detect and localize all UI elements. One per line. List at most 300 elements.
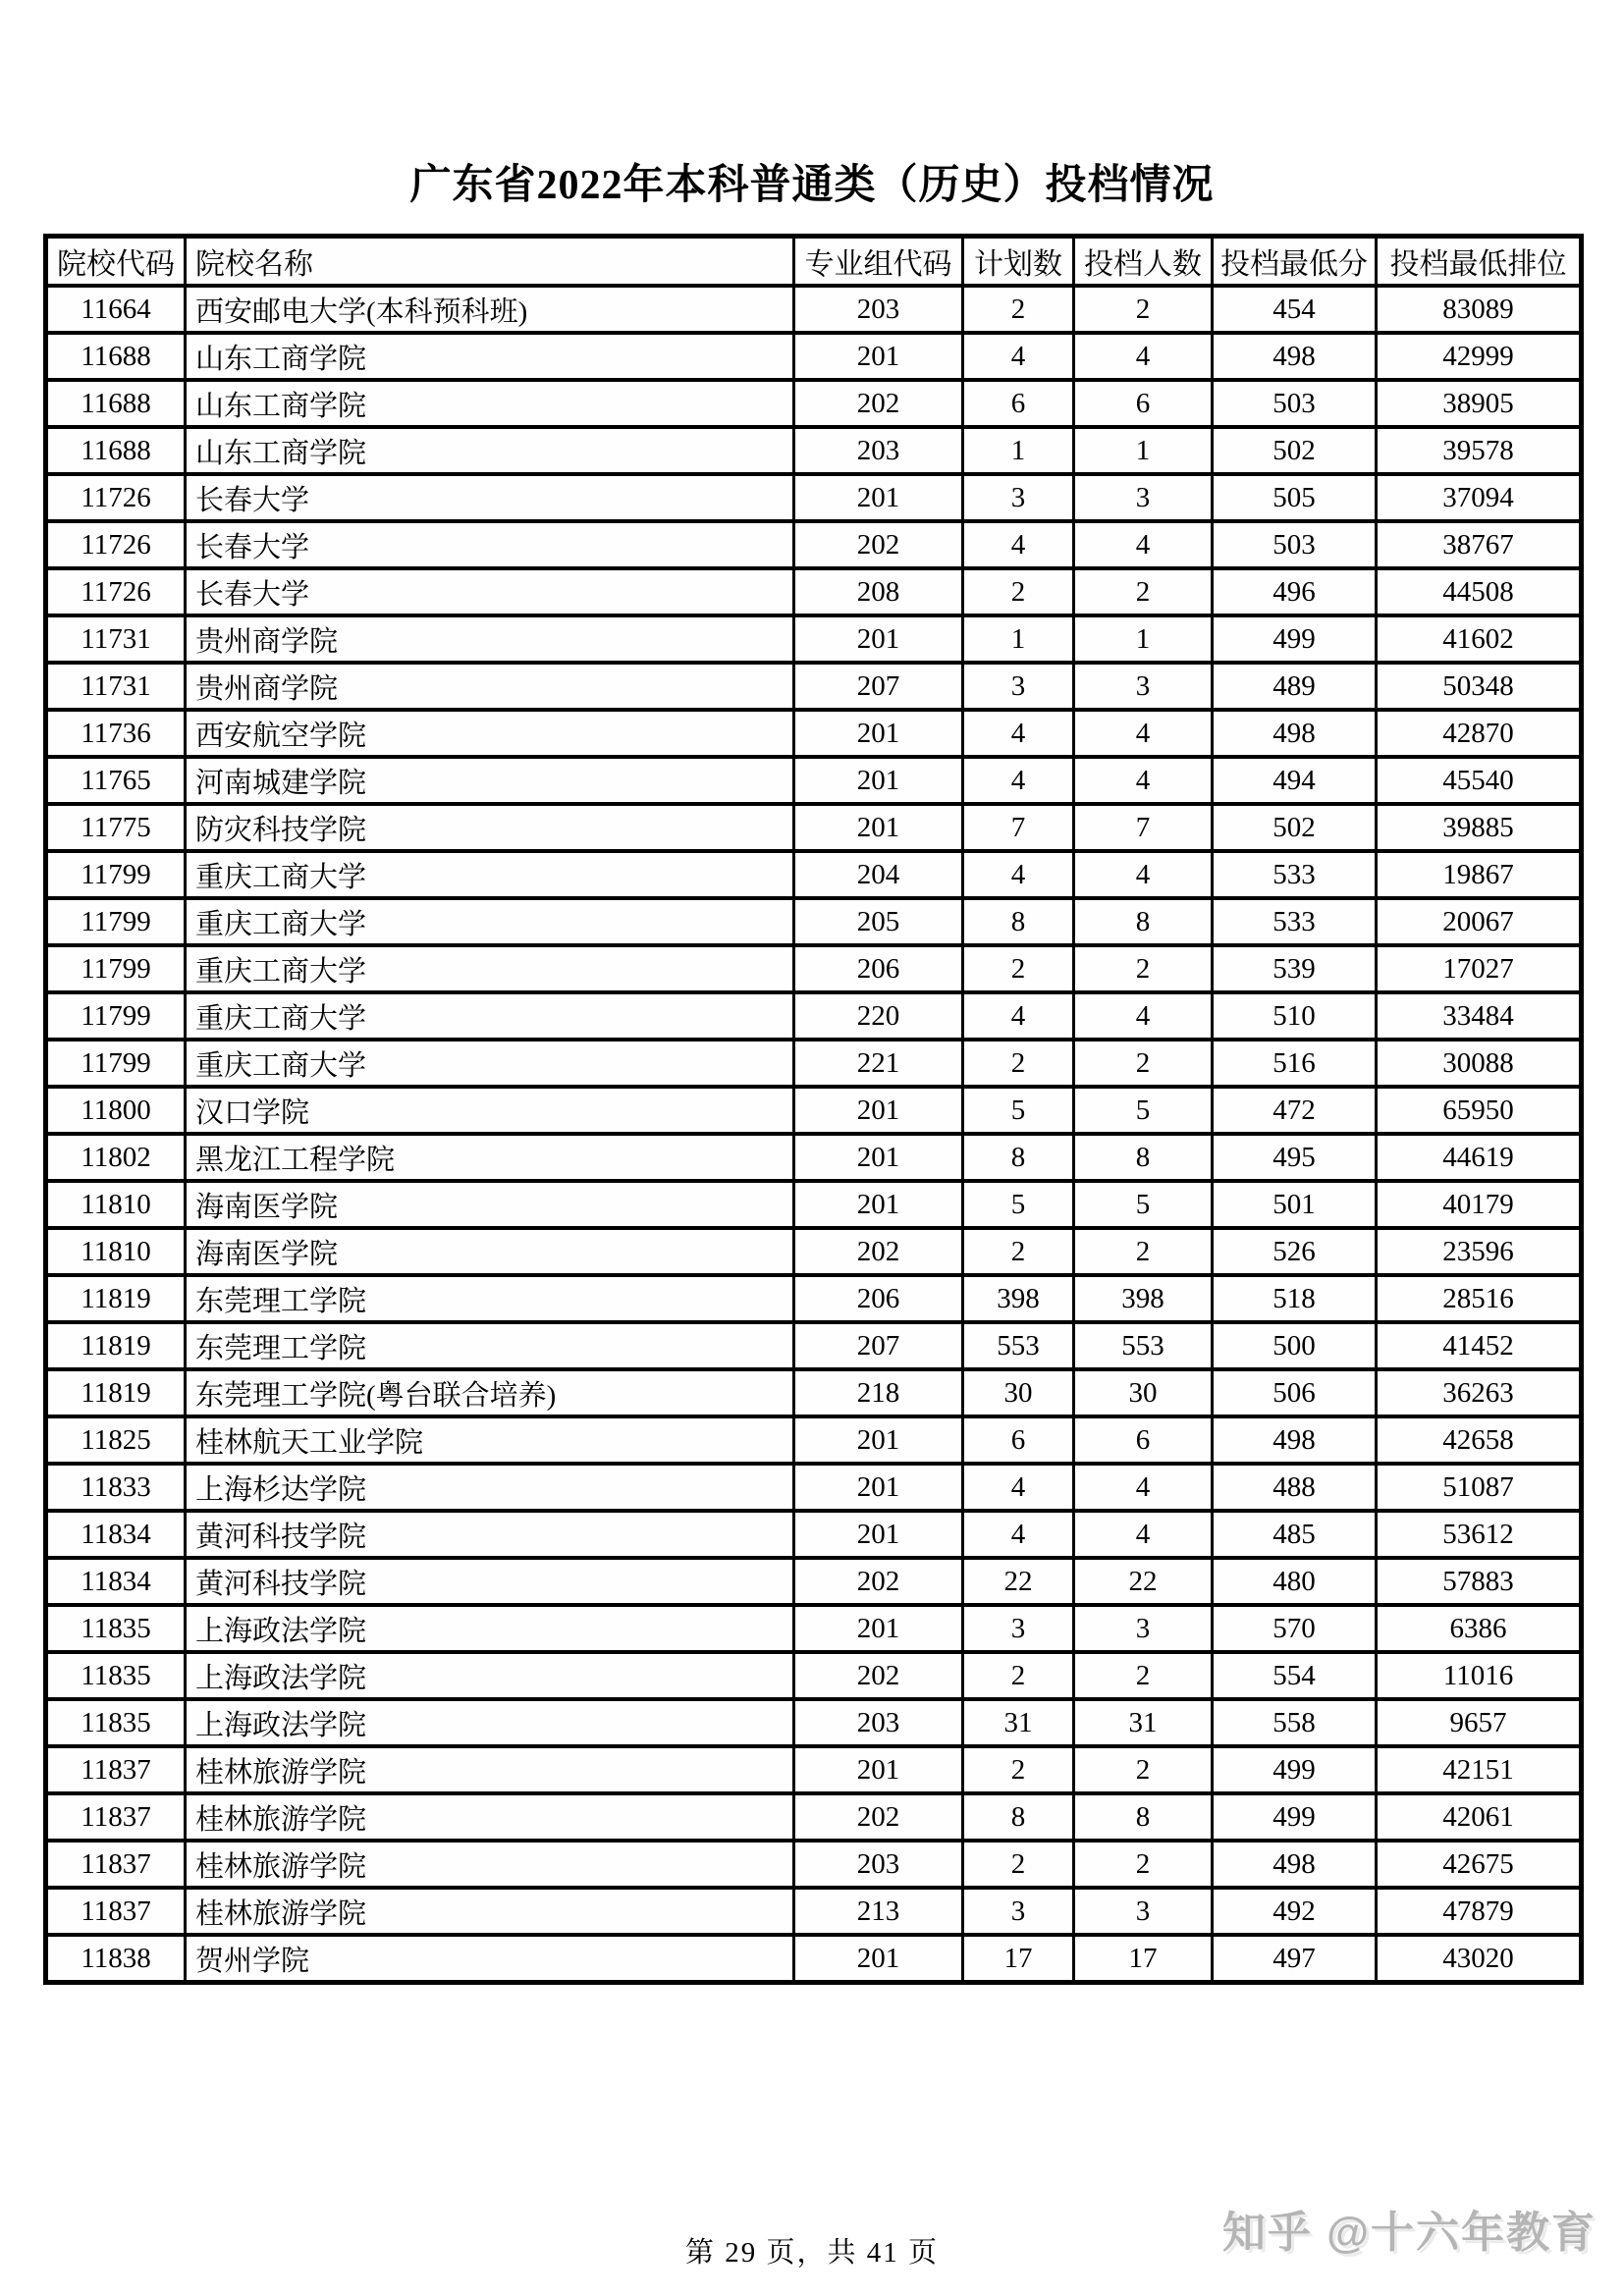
plan-count-cell: 4 [963, 1511, 1074, 1558]
filed-count-cell: 6 [1074, 1416, 1213, 1464]
min-rank-cell: 6386 [1377, 1605, 1582, 1652]
min-rank-cell: 41452 [1377, 1322, 1582, 1369]
major-group-code-cell: 207 [794, 1322, 963, 1369]
college-name-cell: 重庆工商大学 [186, 945, 794, 992]
table-row [46, 1228, 1582, 1275]
min-score-cell: 503 [1213, 521, 1377, 568]
college-name-cell: 桂林旅游学院 [186, 1888, 794, 1935]
major-group-code-cell: 201 [794, 1935, 963, 1983]
filed-count-cell: 4 [1074, 710, 1213, 757]
min-rank-cell: 39885 [1377, 804, 1582, 851]
table-row [46, 992, 1582, 1040]
college-name-cell: 重庆工商大学 [186, 1040, 794, 1087]
major-group-code-cell: 202 [794, 380, 963, 427]
min-rank-cell: 44508 [1377, 568, 1582, 615]
plan-count-cell: 7 [963, 804, 1074, 851]
filed-count-cell: 7 [1074, 804, 1213, 851]
college-name-cell: 西安邮电大学(本科预科班) [186, 286, 794, 333]
major-group-code-cell: 207 [794, 663, 963, 710]
min-rank-cell: 50348 [1377, 663, 1582, 710]
major-group-code-cell: 201 [794, 1511, 963, 1558]
college-code-cell: 11664 [46, 286, 186, 333]
table-row [46, 333, 1582, 380]
min-rank-cell: 42870 [1377, 710, 1582, 757]
major-group-code-cell: 201 [794, 757, 963, 804]
plan-count-cell: 3 [963, 1888, 1074, 1935]
header-row [46, 237, 1582, 287]
min-score-cell: 554 [1213, 1652, 1377, 1699]
major-group-code-cell: 201 [794, 1087, 963, 1134]
college-code-cell: 11799 [46, 992, 186, 1040]
min-rank-cell: 33484 [1377, 992, 1582, 1040]
major-group-code-cell: 202 [794, 1558, 963, 1605]
min-score-cell: 492 [1213, 1888, 1377, 1935]
college-name-cell: 贵州商学院 [186, 615, 794, 663]
major-group-code-cell: 213 [794, 1888, 963, 1935]
plan-count-cell: 2 [963, 1228, 1074, 1275]
major-group-code-cell: 201 [794, 710, 963, 757]
table-row [46, 474, 1582, 521]
college-name-cell: 防灾科技学院 [186, 804, 794, 851]
major-group-code-cell: 208 [794, 568, 963, 615]
header-min-rank: 投档最低排位 [1377, 237, 1582, 287]
filed-count-cell: 6 [1074, 380, 1213, 427]
table-row [46, 663, 1582, 710]
major-group-code-cell: 201 [794, 474, 963, 521]
filed-count-cell: 2 [1074, 1652, 1213, 1699]
college-name-cell: 桂林旅游学院 [186, 1841, 794, 1888]
min-rank-cell: 40179 [1377, 1181, 1582, 1228]
table-row [46, 286, 1582, 333]
min-rank-cell: 42658 [1377, 1416, 1582, 1464]
plan-count-cell: 2 [963, 568, 1074, 615]
header-major-group-code: 专业组代码 [794, 237, 963, 287]
table-row [46, 710, 1582, 757]
min-rank-cell: 20067 [1377, 898, 1582, 945]
filed-count-cell: 4 [1074, 521, 1213, 568]
major-group-code-cell: 201 [794, 1416, 963, 1464]
college-code-cell: 11799 [46, 851, 186, 898]
filed-count-cell: 1 [1074, 427, 1213, 474]
college-name-cell: 上海政法学院 [186, 1652, 794, 1699]
min-score-cell: 498 [1213, 710, 1377, 757]
college-code-cell: 11688 [46, 427, 186, 474]
filed-count-cell: 30 [1074, 1369, 1213, 1416]
major-group-code-cell: 202 [794, 1793, 963, 1841]
college-code-cell: 11833 [46, 1464, 186, 1511]
plan-count-cell: 30 [963, 1369, 1074, 1416]
filed-count-cell: 2 [1074, 1228, 1213, 1275]
min-rank-cell: 42151 [1377, 1746, 1582, 1793]
college-name-cell: 长春大学 [186, 521, 794, 568]
table-row [46, 1134, 1582, 1181]
college-code-cell: 11810 [46, 1228, 186, 1275]
college-code-cell: 11825 [46, 1416, 186, 1464]
college-code-cell: 11810 [46, 1181, 186, 1228]
plan-count-cell: 31 [963, 1699, 1074, 1746]
filed-count-cell: 2 [1074, 1746, 1213, 1793]
table-row [46, 1369, 1582, 1416]
min-score-cell: 489 [1213, 663, 1377, 710]
table-row [46, 1699, 1582, 1746]
min-score-cell: 505 [1213, 474, 1377, 521]
table-row [46, 1746, 1582, 1793]
table-row [46, 521, 1582, 568]
college-code-cell: 11819 [46, 1322, 186, 1369]
min-score-cell: 501 [1213, 1181, 1377, 1228]
college-name-cell: 长春大学 [186, 568, 794, 615]
college-name-cell: 桂林航天工业学院 [186, 1416, 794, 1464]
college-name-cell: 汉口学院 [186, 1087, 794, 1134]
min-rank-cell: 83089 [1377, 286, 1582, 333]
filed-count-cell: 4 [1074, 851, 1213, 898]
filed-count-cell: 5 [1074, 1087, 1213, 1134]
min-score-cell: 503 [1213, 380, 1377, 427]
min-score-cell: 499 [1213, 615, 1377, 663]
plan-count-cell: 3 [963, 663, 1074, 710]
college-code-cell: 11819 [46, 1275, 186, 1322]
min-score-cell: 533 [1213, 851, 1377, 898]
table-row [46, 1275, 1582, 1322]
college-code-cell: 11799 [46, 1040, 186, 1087]
min-score-cell: 494 [1213, 757, 1377, 804]
plan-count-cell: 4 [963, 710, 1074, 757]
college-code-cell: 11837 [46, 1793, 186, 1841]
plan-count-cell: 6 [963, 380, 1074, 427]
major-group-code-cell: 202 [794, 521, 963, 568]
college-name-cell: 黄河科技学院 [186, 1511, 794, 1558]
filed-count-cell: 17 [1074, 1935, 1213, 1983]
college-name-cell: 海南医学院 [186, 1181, 794, 1228]
major-group-code-cell: 201 [794, 333, 963, 380]
filed-count-cell: 2 [1074, 568, 1213, 615]
plan-count-cell: 553 [963, 1322, 1074, 1369]
college-code-cell: 11736 [46, 710, 186, 757]
college-code-cell: 11834 [46, 1558, 186, 1605]
admission-table [43, 234, 1584, 1985]
filed-count-cell: 8 [1074, 898, 1213, 945]
major-group-code-cell: 201 [794, 804, 963, 851]
min-score-cell: 539 [1213, 945, 1377, 992]
min-score-cell: 502 [1213, 804, 1377, 851]
min-rank-cell: 42999 [1377, 333, 1582, 380]
college-name-cell: 重庆工商大学 [186, 851, 794, 898]
filed-count-cell: 5 [1074, 1181, 1213, 1228]
table-row [46, 1888, 1582, 1935]
min-rank-cell: 53612 [1377, 1511, 1582, 1558]
major-group-code-cell: 205 [794, 898, 963, 945]
min-rank-cell: 37094 [1377, 474, 1582, 521]
table-row [46, 1040, 1582, 1087]
college-code-cell: 11799 [46, 898, 186, 945]
major-group-code-cell: 202 [794, 1228, 963, 1275]
college-name-cell: 东莞理工学院 [186, 1322, 794, 1369]
college-code-cell: 11688 [46, 333, 186, 380]
college-name-cell: 长春大学 [186, 474, 794, 521]
min-score-cell: 558 [1213, 1699, 1377, 1746]
min-rank-cell: 47879 [1377, 1888, 1582, 1935]
major-group-code-cell: 201 [794, 1464, 963, 1511]
college-code-cell: 11835 [46, 1652, 186, 1699]
college-code-cell: 11837 [46, 1888, 186, 1935]
min-rank-cell: 9657 [1377, 1699, 1582, 1746]
filed-count-cell: 2 [1074, 1841, 1213, 1888]
header-college-code: 院校代码 [46, 237, 186, 287]
min-rank-cell: 28516 [1377, 1275, 1582, 1322]
table-row [46, 1558, 1582, 1605]
plan-count-cell: 17 [963, 1935, 1074, 1983]
college-code-cell: 11835 [46, 1699, 186, 1746]
min-rank-cell: 39578 [1377, 427, 1582, 474]
filed-count-cell: 8 [1074, 1134, 1213, 1181]
min-score-cell: 472 [1213, 1087, 1377, 1134]
major-group-code-cell: 206 [794, 945, 963, 992]
min-score-cell: 485 [1213, 1511, 1377, 1558]
filed-count-cell: 553 [1074, 1322, 1213, 1369]
filed-count-cell: 3 [1074, 474, 1213, 521]
min-score-cell: 533 [1213, 898, 1377, 945]
min-rank-cell: 11016 [1377, 1652, 1582, 1699]
college-code-cell: 11731 [46, 663, 186, 710]
plan-count-cell: 8 [963, 1793, 1074, 1841]
min-score-cell: 497 [1213, 1935, 1377, 1983]
major-group-code-cell: 203 [794, 1841, 963, 1888]
table-row [46, 380, 1582, 427]
table-row [46, 1464, 1582, 1511]
table-row [46, 1793, 1582, 1841]
major-group-code-cell: 201 [794, 1181, 963, 1228]
header-plan-count: 计划数 [963, 237, 1074, 287]
min-rank-cell: 65950 [1377, 1087, 1582, 1134]
college-name-cell: 黑龙江工程学院 [186, 1134, 794, 1181]
college-code-cell: 11838 [46, 1935, 186, 1983]
plan-count-cell: 1 [963, 427, 1074, 474]
table-row [46, 1322, 1582, 1369]
table-row [46, 851, 1582, 898]
min-score-cell: 498 [1213, 1416, 1377, 1464]
min-rank-cell: 51087 [1377, 1464, 1582, 1511]
major-group-code-cell: 201 [794, 615, 963, 663]
table-row [46, 615, 1582, 663]
plan-count-cell: 2 [963, 945, 1074, 992]
college-name-cell: 贺州学院 [186, 1935, 794, 1983]
college-name-cell: 重庆工商大学 [186, 898, 794, 945]
table-row [46, 1181, 1582, 1228]
major-group-code-cell: 203 [794, 427, 963, 474]
filed-count-cell: 31 [1074, 1699, 1213, 1746]
min-rank-cell: 30088 [1377, 1040, 1582, 1087]
filed-count-cell: 2 [1074, 1040, 1213, 1087]
major-group-code-cell: 220 [794, 992, 963, 1040]
filed-count-cell: 398 [1074, 1275, 1213, 1322]
min-rank-cell: 36263 [1377, 1369, 1582, 1416]
major-group-code-cell: 204 [794, 851, 963, 898]
filed-count-cell: 3 [1074, 1888, 1213, 1935]
college-name-cell: 山东工商学院 [186, 333, 794, 380]
min-score-cell: 500 [1213, 1322, 1377, 1369]
plan-count-cell: 6 [963, 1416, 1074, 1464]
min-rank-cell: 45540 [1377, 757, 1582, 804]
plan-count-cell: 2 [963, 1746, 1074, 1793]
min-rank-cell: 17027 [1377, 945, 1582, 992]
min-rank-cell: 41602 [1377, 615, 1582, 663]
major-group-code-cell: 203 [794, 286, 963, 333]
plan-count-cell: 398 [963, 1275, 1074, 1322]
min-score-cell: 499 [1213, 1746, 1377, 1793]
page-number: 第 29 页，共 41 页 [684, 2237, 939, 2269]
college-code-cell: 11799 [46, 945, 186, 992]
plan-count-cell: 4 [963, 992, 1074, 1040]
filed-count-cell: 4 [1074, 333, 1213, 380]
college-name-cell: 黄河科技学院 [186, 1558, 794, 1605]
min-score-cell: 518 [1213, 1275, 1377, 1322]
major-group-code-cell: 218 [794, 1369, 963, 1416]
min-rank-cell: 42675 [1377, 1841, 1582, 1888]
college-code-cell: 11834 [46, 1511, 186, 1558]
plan-count-cell: 2 [963, 1652, 1074, 1699]
plan-count-cell: 2 [963, 1040, 1074, 1087]
min-score-cell: 506 [1213, 1369, 1377, 1416]
min-score-cell: 570 [1213, 1605, 1377, 1652]
min-rank-cell: 57883 [1377, 1558, 1582, 1605]
min-score-cell: 502 [1213, 427, 1377, 474]
filed-count-cell: 4 [1074, 1464, 1213, 1511]
plan-count-cell: 8 [963, 1134, 1074, 1181]
min-score-cell: 499 [1213, 1793, 1377, 1841]
table-row [46, 1935, 1582, 1983]
min-score-cell: 498 [1213, 333, 1377, 380]
min-rank-cell: 19867 [1377, 851, 1582, 898]
header-filed-count: 投档人数 [1074, 237, 1213, 287]
major-group-code-cell: 203 [794, 1699, 963, 1746]
plan-count-cell: 4 [963, 333, 1074, 380]
min-rank-cell: 43020 [1377, 1935, 1582, 1983]
plan-count-cell: 4 [963, 851, 1074, 898]
header-college-name: 院校名称 [186, 237, 794, 287]
plan-count-cell: 1 [963, 615, 1074, 663]
college-name-cell: 山东工商学院 [186, 427, 794, 474]
min-rank-cell: 38905 [1377, 380, 1582, 427]
min-score-cell: 510 [1213, 992, 1377, 1040]
college-code-cell: 11802 [46, 1134, 186, 1181]
table-row [46, 757, 1582, 804]
major-group-code-cell: 201 [794, 1605, 963, 1652]
min-rank-cell: 38767 [1377, 521, 1582, 568]
plan-count-cell: 2 [963, 286, 1074, 333]
plan-count-cell: 4 [963, 521, 1074, 568]
table-row [46, 945, 1582, 992]
college-name-cell: 上海政法学院 [186, 1699, 794, 1746]
table-row [46, 1652, 1582, 1699]
college-code-cell: 11731 [46, 615, 186, 663]
plan-count-cell: 4 [963, 1464, 1074, 1511]
college-name-cell: 山东工商学院 [186, 380, 794, 427]
table-row [46, 898, 1582, 945]
major-group-code-cell: 221 [794, 1040, 963, 1087]
college-name-cell: 桂林旅游学院 [186, 1793, 794, 1841]
table-row [46, 1605, 1582, 1652]
college-code-cell: 11765 [46, 757, 186, 804]
min-score-cell: 495 [1213, 1134, 1377, 1181]
plan-count-cell: 5 [963, 1181, 1074, 1228]
major-group-code-cell: 202 [794, 1652, 963, 1699]
college-name-cell: 西安航空学院 [186, 710, 794, 757]
filed-count-cell: 2 [1074, 286, 1213, 333]
plan-count-cell: 2 [963, 1841, 1074, 1888]
college-code-cell: 11835 [46, 1605, 186, 1652]
header-min-score: 投档最低分 [1213, 237, 1377, 287]
min-rank-cell: 42061 [1377, 1793, 1582, 1841]
min-score-cell: 496 [1213, 568, 1377, 615]
college-name-cell: 东莞理工学院 [186, 1275, 794, 1322]
min-score-cell: 488 [1213, 1464, 1377, 1511]
college-code-cell: 11819 [46, 1369, 186, 1416]
college-name-cell: 上海政法学院 [186, 1605, 794, 1652]
college-name-cell: 上海杉达学院 [186, 1464, 794, 1511]
table-row [46, 1087, 1582, 1134]
filed-count-cell: 4 [1074, 992, 1213, 1040]
college-name-cell: 海南医学院 [186, 1228, 794, 1275]
major-group-code-cell: 206 [794, 1275, 963, 1322]
college-code-cell: 11800 [46, 1087, 186, 1134]
filed-count-cell: 8 [1074, 1793, 1213, 1841]
watermark: 知乎 @十六年教育 [1221, 2209, 1597, 2257]
table-row [46, 1841, 1582, 1888]
plan-count-cell: 22 [963, 1558, 1074, 1605]
major-group-code-cell: 201 [794, 1746, 963, 1793]
page-title: 广东省2022年本科普通类（历史）投档情况 [409, 163, 1215, 208]
college-code-cell: 11837 [46, 1841, 186, 1888]
table-row [46, 804, 1582, 851]
college-name-cell: 河南城建学院 [186, 757, 794, 804]
filed-count-cell: 4 [1074, 1511, 1213, 1558]
college-code-cell: 11726 [46, 521, 186, 568]
table-row [46, 568, 1582, 615]
min-score-cell: 480 [1213, 1558, 1377, 1605]
college-name-cell: 桂林旅游学院 [186, 1746, 794, 1793]
college-code-cell: 11726 [46, 568, 186, 615]
filed-count-cell: 2 [1074, 945, 1213, 992]
college-name-cell: 贵州商学院 [186, 663, 794, 710]
min-rank-cell: 44619 [1377, 1134, 1582, 1181]
filed-count-cell: 3 [1074, 663, 1213, 710]
college-name-cell: 重庆工商大学 [186, 992, 794, 1040]
plan-count-cell: 4 [963, 757, 1074, 804]
college-name-cell: 东莞理工学院(粤台联合培养) [186, 1369, 794, 1416]
plan-count-cell: 5 [963, 1087, 1074, 1134]
filed-count-cell: 22 [1074, 1558, 1213, 1605]
min-score-cell: 516 [1213, 1040, 1377, 1087]
plan-count-cell: 3 [963, 474, 1074, 521]
filed-count-cell: 3 [1074, 1605, 1213, 1652]
table-row [46, 1416, 1582, 1464]
min-score-cell: 454 [1213, 286, 1377, 333]
college-code-cell: 11775 [46, 804, 186, 851]
filed-count-cell: 1 [1074, 615, 1213, 663]
college-code-cell: 11726 [46, 474, 186, 521]
table-row [46, 427, 1582, 474]
college-code-cell: 11688 [46, 380, 186, 427]
table-row [46, 1511, 1582, 1558]
min-score-cell: 498 [1213, 1841, 1377, 1888]
plan-count-cell: 3 [963, 1605, 1074, 1652]
min-rank-cell: 23596 [1377, 1228, 1582, 1275]
plan-count-cell: 8 [963, 898, 1074, 945]
filed-count-cell: 4 [1074, 757, 1213, 804]
college-code-cell: 11837 [46, 1746, 186, 1793]
major-group-code-cell: 201 [794, 1134, 963, 1181]
min-score-cell: 526 [1213, 1228, 1377, 1275]
